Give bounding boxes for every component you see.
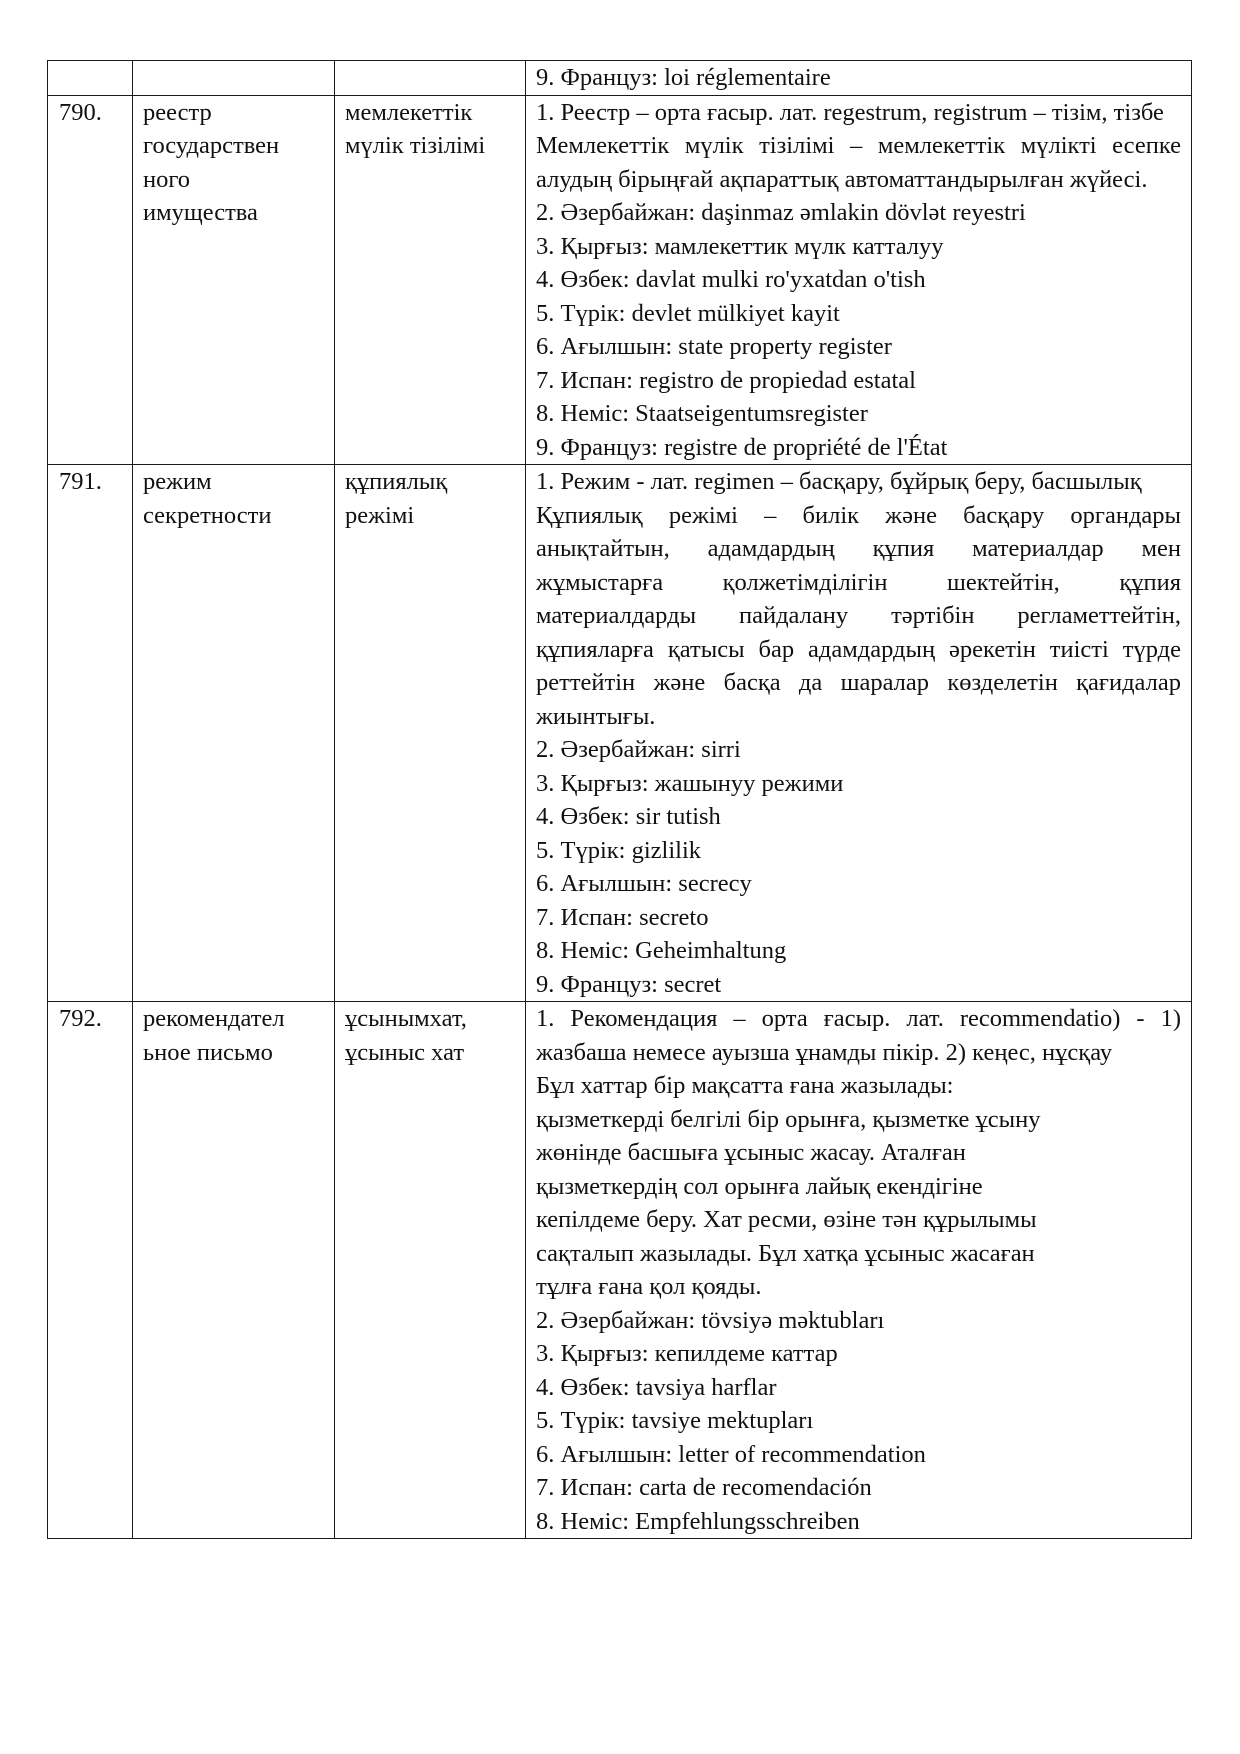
translation-line: 4. Өзбек: sir tutish (536, 803, 721, 830)
russian-term-line: реестр (143, 98, 212, 126)
entry-number-cell (48, 61, 133, 96)
table-row-continuation (48, 61, 1192, 96)
kazakh-term-cell (335, 465, 526, 1002)
translation-line: 7. Испан: secreto (536, 903, 709, 931)
russian-term-line: секретности (143, 501, 272, 529)
etymology-text: 1. Рекомендация – орта ғасыр. лат. recommendatio) - 1) жазбаша немесе ауызша ұнамды пікір. 2) кеңес, нұсқау (536, 1005, 1181, 1066)
russian-term-line: режим (143, 468, 212, 495)
definition-text: Құпиялық режімі – билік және басқару органдары анықтайтын, адамдардың құпия материалдар мен жұмыстарға қолжетімділігін шектейтін, құпия материалдарды пайдалану тәртібін регламеттейтін, құпияларға қатысы бар адамдардың әрекетін тиісті түрде реттейтін және басқа да шаралар көзделетін қағидалар жиынтығы. (536, 501, 1181, 730)
translation-line: 7. Испан: carta de recomendación (536, 1474, 872, 1501)
table-row (48, 1002, 1192, 1539)
translation-line: 8. Неміс: Empfehlungsschreiben (536, 1507, 860, 1535)
translation-line: 4. Өзбек: tavsiya harflar (536, 1373, 777, 1401)
translation-line: 6. Ағылшын: secrecy (536, 870, 752, 897)
kazakh-term-cell (335, 1002, 526, 1539)
translation-line: 4. Өзбек: davlat mulki ro'yxatdan o'tish (536, 266, 926, 293)
definition-line: Бұл хаттар бір мақсатта ғана жазылады: (536, 1072, 954, 1099)
translation-line: 7. Испан: registro de propiedad estatal (536, 366, 916, 394)
translation-line: 9. Француз: registre de propriété de l'État (536, 433, 948, 461)
definition-line: қызметкердің сол орынға лайық екендігіне (536, 1172, 983, 1200)
russian-term-cell (133, 95, 335, 465)
description-cell (526, 465, 1192, 1002)
description-cell (526, 95, 1192, 465)
entry-number: 790. (48, 95, 133, 465)
kazakh-term-line: мүлік тізілімі (345, 132, 486, 159)
kazakh-term-line: ұсыныс хат (345, 1038, 465, 1066)
translation-line: 3. Қырғыз: жашынуу режими (536, 769, 844, 797)
kazakh-term-cell (335, 95, 526, 465)
translation-line: 2. Әзербайжан: tövsiyə məktubları (536, 1306, 885, 1334)
translation-line: 6. Ағылшын: letter of recommendation (536, 1440, 926, 1468)
definition-line: сақталып жазылады. Бұл хатқа ұсыныс жасаған (536, 1239, 1035, 1267)
definition-line: жөнінде басшыға ұсыныс жасау. Аталған (536, 1139, 966, 1166)
russian-term-line: государствен (143, 132, 280, 159)
etymology-text: 1. Режим - лат. regimen – басқару, бұйрық беру, басшылық (536, 468, 1142, 495)
kazakh-term-line: режімі (345, 501, 415, 529)
russian-term-line: рекомендател (143, 1005, 285, 1032)
translation-line: 8. Неміс: Geheimhaltung (536, 937, 787, 964)
description-cell (526, 1002, 1192, 1539)
definition-line: қызметкерді белгілі бір орынға, қызметке ұсыну (536, 1105, 1041, 1133)
definition-line: кепілдеме беру. Хат ресми, өзіне тән құрылымы (536, 1206, 1037, 1233)
kazakh-term-line: мемлекеттік (345, 98, 473, 126)
translation-line: 9. Француз: loi réglementaire (536, 64, 831, 91)
kazakh-term-line: ұсынымхат, (345, 1005, 467, 1032)
translation-line: 9. Француз: secret (536, 970, 722, 998)
translation-line: 3. Қырғыз: кепилдеме каттар (536, 1340, 838, 1367)
description-cell (526, 61, 1192, 96)
russian-term-line: имущества (143, 199, 258, 226)
russian-term-cell (133, 465, 335, 1002)
translation-line: 2. Әзербайжан: sirri (536, 736, 741, 763)
translation-line: 8. Неміс: Staatseigentumsregister (536, 400, 868, 427)
entry-number: 792. (48, 1002, 133, 1539)
kazakh-term-cell (335, 61, 526, 96)
entry-number: 791. (48, 465, 133, 1002)
russian-term-cell (133, 1002, 335, 1539)
russian-term-line: ьное письмо (143, 1038, 273, 1066)
table-row (48, 95, 1192, 465)
kazakh-term-line: құпиялық (345, 468, 448, 495)
translation-line: 5. Түрік: gizlilik (536, 836, 702, 864)
glossary-table (47, 60, 1192, 1539)
definition-text: Мемлекеттік мүлік тізілімі – мемлекеттік мүлікті есепке алудың бірыңғай ақпараттық автоматтандырылған жүйесі. (536, 132, 1181, 193)
definition-line: тұлға ғана қол қояды. (536, 1273, 762, 1300)
russian-term-line: ного (143, 165, 191, 193)
table-row (48, 465, 1192, 1002)
translation-line: 5. Түрік: tavsiye mektupları (536, 1407, 814, 1434)
translation-line: 5. Түрік: devlet mülkiyet kayit (536, 299, 840, 327)
translation-line: 2. Әзербайжан: daşinmaz əmlakin dövlət reyestri (536, 199, 1026, 226)
etymology-text: 1. Реестр – орта ғасыр. лат. regestrum, registrum – тізім, тізбе (536, 98, 1164, 126)
translation-line: 6. Ағылшын: state property register (536, 333, 892, 360)
russian-term-cell (133, 61, 335, 96)
translation-line: 3. Қырғыз: мамлекеттик мүлк катталуу (536, 232, 944, 260)
